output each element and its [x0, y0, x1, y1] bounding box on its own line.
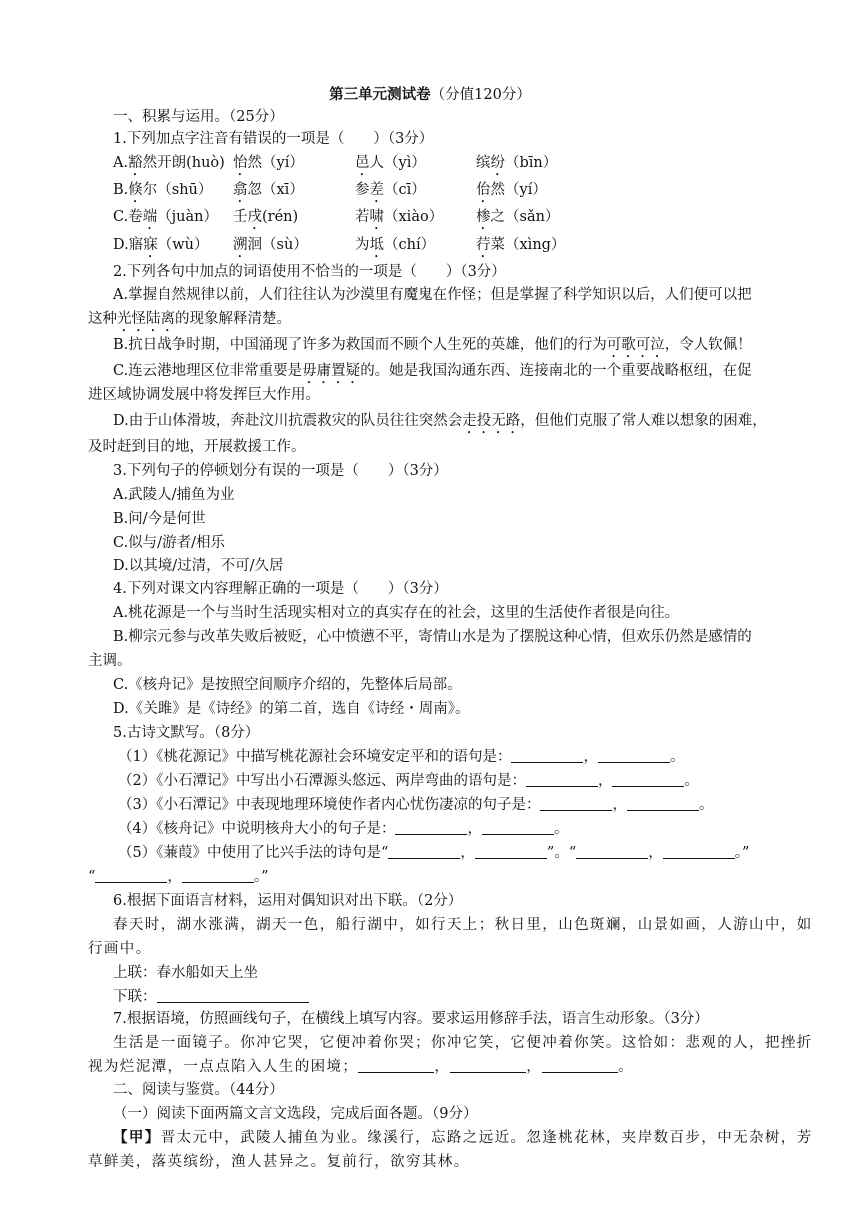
q3-option-b: B.问/今是何世: [113, 511, 206, 527]
q6-stem: 6.根据下面语言材料，运用对偶知识对出下联。（2分）: [113, 893, 463, 909]
q1-option-item: B.倏尔（shū）: [113, 182, 213, 198]
q1-option-item: 椮之（sǎn）: [476, 209, 560, 225]
answer-blank: [450, 1058, 526, 1073]
passage-jia-line1: 【甲】晋太元中，武陵人捕鱼为业。缘溪行，忘路之远近。忽逢桃花林，夹岸数百步，中无杂树，芳: [113, 1129, 813, 1146]
answer-blank: [395, 820, 467, 835]
q1-option-item: D.寤寐（wù）: [113, 237, 209, 253]
dotted-char: 邑: [355, 155, 370, 171]
q2-option-d-line2: 及时赶到目的地，开展救援工作。: [88, 439, 306, 455]
answer-blank: [511, 748, 583, 763]
q7-material-line2: 视为烂泥潭，一点点陷入人生的困境； ， ， 。: [88, 1059, 635, 1075]
q1-option-item: 缤纷（bīn）: [476, 155, 558, 171]
answer-blank: [475, 844, 547, 859]
answer-blank: [612, 772, 684, 787]
dotted-char: 豁: [128, 155, 143, 171]
q6-material-line2: 行画中。: [88, 941, 152, 957]
q5-stem: 5.古诗文默写。（8分）: [113, 725, 260, 741]
q5-item-4: （4）《核舟记》中说明核舟大小的句子是： ， 。: [118, 821, 569, 837]
q1-option-item: 邑人（yì）: [355, 155, 426, 171]
q3-stem: 3.下列句子的停顿划分有误的一项是（ ）（3分）: [113, 463, 448, 479]
q4-stem: 4.下列对课文内容理解正确的一项是（ ）（3分）: [113, 581, 448, 597]
q5-item-1: （1）《桃花源记》中描写桃花源社会环境安定平和的语句是： ， 。: [118, 749, 685, 765]
q2-option-c-line1: C.连云港地理区位非常重要是毋庸置疑的。她是我国沟通东西、连接南北的一个重要战略枢纽，在促: [113, 363, 752, 379]
q3-option-a: A.武陵人/捕鱼为业: [113, 487, 235, 503]
q7-stem: 7.根据语境，仿照画线句子，在横线上填写内容。要求运用修辞手法，语言生动形象。（3分）: [113, 1011, 709, 1027]
dotted-char: 佁: [476, 182, 491, 198]
q1-option-item: 荇菜（xìng）: [476, 237, 566, 253]
answer-blank: [526, 772, 598, 787]
dotted-char: 差: [369, 182, 384, 198]
dotted-phrase: 光怪陆离: [117, 311, 175, 327]
answer-blank: [627, 796, 699, 811]
q5-item-5: （5）《蒹葭》中使用了比兴手法的诗句是“ ， ”。“ ， 。”: [118, 845, 750, 861]
q1-option-item: 为坻（chí）: [355, 237, 436, 253]
passage-label: 【甲】: [113, 1129, 161, 1146]
q4-option-c: C.《核舟记》是按照空间顺序介绍的，先整体后局部。: [113, 677, 462, 693]
q7-material-line1: 生活是一面镜子。你冲它哭，它便冲着你哭；你冲它笑，它便冲着你笑。这恰如：悲观的人，把挫折: [113, 1035, 813, 1051]
q1-option-item: 怡然（yí）: [233, 155, 304, 171]
dotted-phrase: 可歌可泣: [606, 337, 665, 353]
dotted-char: 寐: [143, 237, 158, 253]
q1-option-item: 壬戌(rén): [233, 209, 299, 225]
reading-part-1-heading: （一）阅读下面两篇文言文选段，完成后面各题。（9分）: [113, 1106, 478, 1122]
dotted-phrase: 走投无路: [462, 413, 521, 429]
answer-blank: [663, 844, 735, 859]
dotted-char: 戌: [247, 209, 262, 225]
q4-option-a: A.桃花源是一个与当时生活现实相对立的真实存在的社会，这里的生活使作者很是向往。: [113, 605, 680, 621]
q3-option-c: C.似与/游者/相乐: [113, 535, 225, 551]
q6-upper-couplet: 上联：春水船如天上坐: [113, 965, 258, 981]
answer-blank: [95, 868, 167, 883]
q6-material-line1: 春天时，湖水涨满，湖天一色，船行湖中，如行天上；秋日里，山色斑斓，山景如画，人游山中，如: [113, 917, 813, 933]
q2-stem: 2.下列各句中加点的词语使用不恰当的一项是（ ）（3分）: [113, 264, 506, 280]
title-main: 第三单元测试卷: [329, 86, 431, 103]
dotted-char: 坻: [369, 237, 384, 253]
answer-blank: [358, 1058, 434, 1073]
dotted-char: 怡: [233, 155, 248, 171]
title-score: （分值120分）: [430, 87, 531, 103]
q1-option-item: 参差（cī）: [355, 182, 426, 198]
answer-blank: [482, 820, 554, 835]
q2-option-c-line2: 进区域协调发展中将发挥巨大作用。: [88, 387, 320, 403]
dotted-char: 椮: [476, 209, 491, 225]
dotted-char: 啸: [369, 209, 384, 225]
q6-lower-couplet: 下联：: [113, 988, 309, 1006]
q5-item-3: （3）《小石潭记》中表现地理环境使作者内心忧伤凄凉的句子是： ， 。: [118, 797, 714, 813]
exam-title: [0, 86, 860, 104]
dotted-char: 纷: [490, 155, 505, 171]
q1-option-item: 翕忽（xī）: [233, 182, 304, 198]
q4-option-b-line2: 主调。: [88, 653, 132, 669]
q1-stem: 1.下列加点字注音有错误的一项是（ ）（3分）: [113, 131, 434, 147]
dotted-char: 倏: [128, 182, 143, 198]
q2-option-d-line1: D.由于山体滑坡，奔赴汶川抗震救灾的队员往往突然会走投无路，但他们克服了常人难以想象的困难，: [113, 413, 767, 429]
q3-option-d: D.以其境/过清，不可/久居: [113, 558, 284, 574]
answer-blank: [182, 868, 254, 883]
q1-option-item: A.豁然开朗(huò): [113, 155, 225, 171]
q4-option-b-line1: B.柳宗元参与改革失败后被贬，心中愤懑不平，寄情山水是为了摆脱这种心情，但欢乐仍然是感情的: [113, 629, 752, 645]
answer-blank: [576, 844, 648, 859]
dotted-char: 端: [142, 209, 158, 225]
q1-option-item: C.卷端（juàn）: [113, 209, 219, 225]
answer-blank: [157, 988, 309, 1003]
q2-option-a-line1: A.掌握自然规律以前，人们往往认为沙漠里有魔鬼在作怪；但是掌握了科学知识以后，人们便可以把: [113, 287, 752, 303]
q4-option-d: D.《关雎》是《诗经》的第二首，选自《诗经・周南》。: [113, 701, 470, 717]
dotted-char: 翕: [233, 182, 248, 198]
passage-jia-line2: 草鲜美，落英缤纷，渔人甚异之。复前行，欲穷其林。: [88, 1154, 470, 1170]
q5-item-5-cont: “ ， 。”: [88, 869, 269, 885]
dotted-char: 荇: [476, 237, 491, 253]
section-2-heading: 二、阅读与鉴赏。（44分）: [113, 1082, 284, 1098]
dotted-char: 溯: [233, 237, 248, 253]
q1-option-item: 溯洄（sù）: [233, 237, 308, 253]
q1-option-item: 佁然（yí）: [476, 182, 547, 198]
answer-blank: [598, 748, 670, 763]
section-1-heading: 一、积累与运用。（25分）: [113, 109, 284, 125]
q1-option-item: 若啸（xiào）: [355, 209, 444, 225]
answer-blank: [542, 1058, 618, 1073]
q2-option-a-line2: 这种光怪陆离的现象解释清楚。: [88, 311, 291, 327]
q5-item-2: （2）《小石潭记》中写出小石潭源头悠远、两岸弯曲的语句是： ， 。: [118, 773, 699, 789]
answer-blank: [388, 844, 460, 859]
q2-option-b: B.抗日战争时期，中国涌现了许多为救国而不顾个人生死的英雄，他们的行为可歌可泣，令人钦佩！: [113, 337, 752, 353]
answer-blank: [540, 796, 612, 811]
dotted-phrase: 毋庸置疑: [302, 363, 361, 379]
